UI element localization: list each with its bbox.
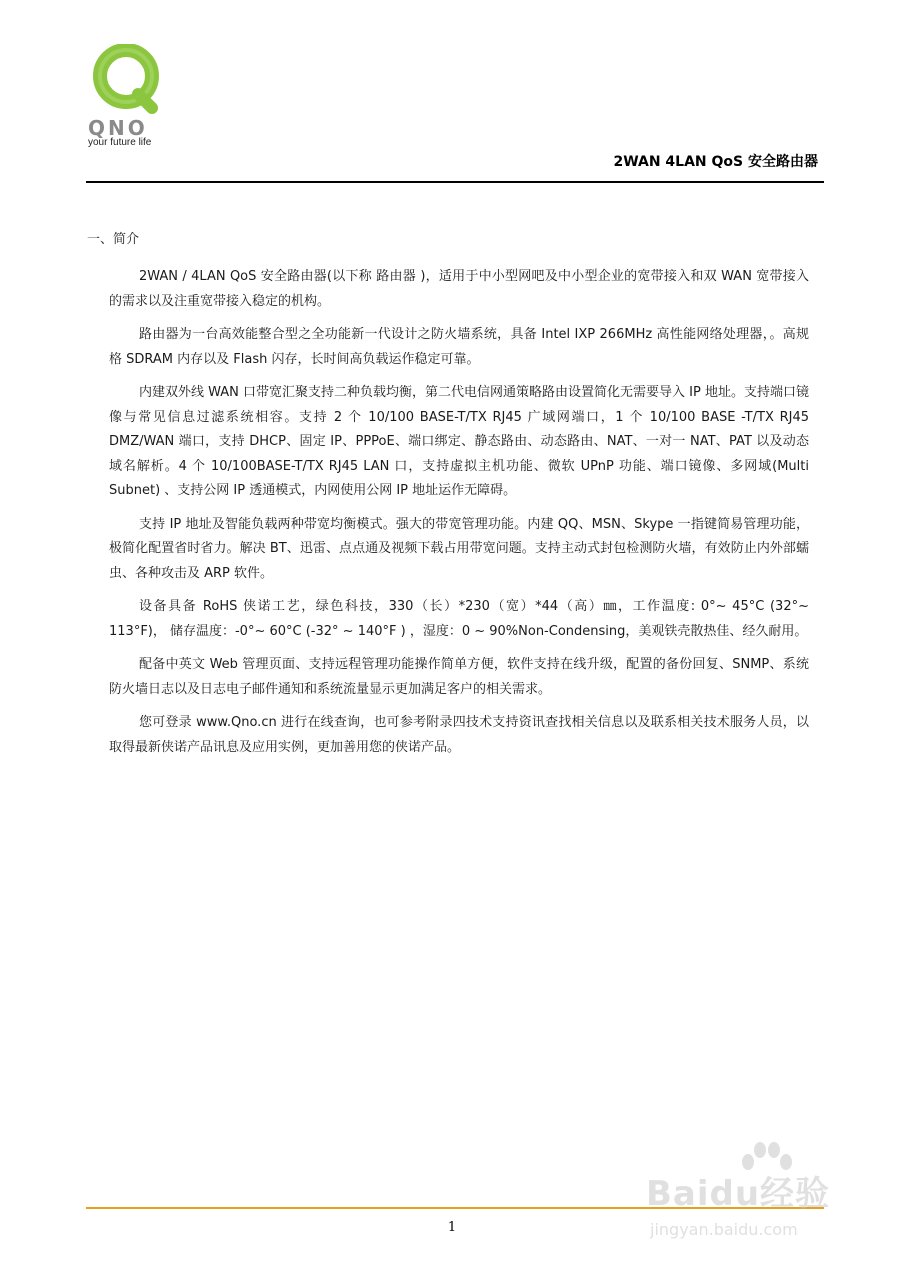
qno-wordmark [88,118,188,138]
paragraph-hardware: 路由器为一台高效能整合型之全功能新一代设计之防火墙系统，具备 Intel IXP 266MHz 高性能网络处理器，。高规格 SDRAM 内存以及 Flash 闪存，长时间高负载运作稳定可靠。 [109,327,809,367]
paragraph-management: 配备中英文 Web 管理页面、支持远程管理功能操作简单方便，软件支持在线升级，配置的备份回复、SNMP、系统防火墙日志以及日志电子邮件通知和系统流量显示更加满足客户的相关需求。 [109,657,809,697]
logo-tagline: your future life [88,137,152,148]
paragraph-wan-features: 内建双外线 WAN 口带宽汇聚支持二种负载均衡，第二代电信网通策略路由设置简化无需要导入 IP 地址。支持端口镜像与常见信息过滤系统相容。支持 2 个 10/100 BASE-T/TX RJ45 广域网端口，1 个 10/100 BASE -T/TX RJ45 DMZ/WAN 端口，支持 DHCP、固定 IP、PPPoE、端口绑定、静态路由、动态路由、NAT、一对一 NAT、PAT 以及动态域名解析。4 个 10/100BASE-T/TX RJ45 LAN 口，支持虚拟主机功能、微软 UPnP 功能、端口镜像、多网域(Multi Subnet) 、支持公网 IP 透通模式，内网使用公网 IP 地址运作无障碍。 [109,385,809,498]
paragraph-bandwidth: 支持 IP 地址及智能负载两种带宽均衡模式。强大的带宽管理功能。内建 QQ、MSN、Skype 一指键简易管理功能，极简化配置省时省力。解决 BT、迅雷、点点通及视频下载占用带宽问题。支持主动式封包检测防火墙，有效防止内外部蠕虫、各种攻击及 ARP 软件。 [109,516,809,581]
header-divider [86,181,824,183]
watermark-brand: Baidu经验 [646,1174,831,1214]
page-number: 1 [447,1220,457,1235]
section-heading: 一、简介 [87,232,140,247]
baidu-watermark [646,1140,866,1270]
paragraph-intro: 2WAN / 4LAN QoS 安全路由器(以下称 路由器 )，适用于中小型网吧及中小型企业的宽带接入和双 WAN 宽带接入的需求以及注重宽带接入稳定的机构。 [109,269,809,309]
paragraph-website: 您可登录 www.Qno.cn 进行在线查询，也可参考附录四技术支持资讯查找相关信息以及联系相关技术服务人员，以取得最新侠诺产品讯息及应用实例，更加善用您的侠诺产品。 [109,715,809,755]
document-body [109,265,809,769]
document-header-title: 2WAN 4LAN QoS 安全路由器 [613,154,818,170]
watermark-url: jingyan.baidu.com [650,1220,798,1239]
logo-text: QNO [88,118,148,138]
paragraph-specs: 设备具备 RoHS 侠诺工艺，绿色科技，330（长）*230（宽）*44（高）㎜，工作温度: 0°~ 45°C (32°~ 113°F)， 储存温度：-0°~ 60°C (-32° ~ 140°F ) ，湿度：0 ~ 90%Non-Condensing，美观铁壳散热佳、经久耐用。 [109,599,809,639]
